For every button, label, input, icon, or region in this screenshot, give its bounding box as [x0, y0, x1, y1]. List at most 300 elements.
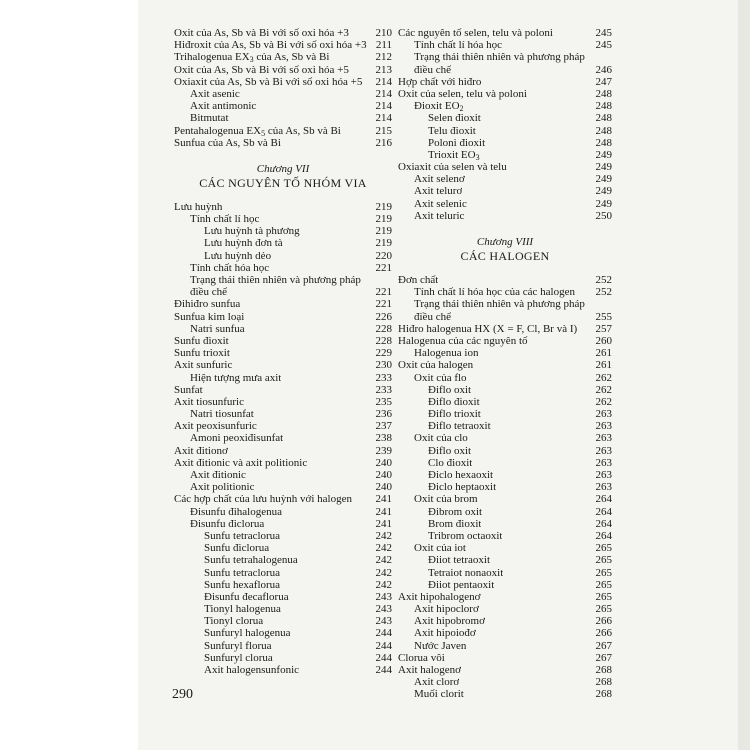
toc-entry-page: 211: [375, 39, 392, 52]
toc-entry-page: 263: [595, 481, 612, 494]
toc-entry-page: 246: [595, 63, 612, 76]
toc-entry-page: 210: [375, 27, 392, 39]
toc-entry-title: Lưu huỳnh đơn tà: [204, 237, 283, 250]
toc-entry-page: 244: [375, 664, 392, 676]
toc-entry-title-suffix: của As, Sb và Bi: [265, 124, 341, 137]
toc-entry-page: 245: [595, 39, 612, 52]
toc-entry-title: Điclo heptaoxit: [428, 481, 497, 494]
toc-entry-page: 240: [375, 456, 392, 469]
toc-entry-page: 221: [375, 261, 392, 274]
toc-entry-title: Axit đitionơ: [174, 444, 228, 457]
toc-entry: [398, 676, 612, 688]
toc-entry-title: Amoni peoxiđisunfat: [190, 432, 284, 445]
toc-entry-title: [174, 125, 341, 137]
toc-entry-page: 262: [595, 383, 612, 396]
toc-entry-title: Oxit của As, Sb và Bi với số oxi hóa +3: [174, 27, 349, 39]
toc-entry-page: 238: [375, 432, 392, 445]
toc-entry-title-suffix: của As, Sb và Bi: [253, 51, 330, 64]
toc-entry-title: Đisunfu điclorua: [190, 517, 265, 530]
chapter-label: Chương VIII: [476, 236, 534, 248]
toc-entry: [398, 173, 612, 185]
toc-entry-page: 212: [375, 51, 392, 64]
toc-entry-title-text: Trihalogenua EX: [174, 51, 250, 64]
toc-entry: [174, 481, 392, 493]
toc-entry-title: Sunfu tetraclorua: [204, 529, 281, 542]
toc-entry: [398, 274, 612, 286]
toc-entry-page: 229: [375, 347, 392, 360]
toc-entry-page: 214: [375, 100, 392, 113]
toc-entry: [174, 408, 392, 420]
toc-entry-page: 235: [375, 395, 392, 408]
toc-entry-title: Oxit của iot: [414, 542, 466, 555]
toc-entry-title: Đihiđro sunfua: [174, 298, 241, 311]
toc-entry-title: Brom đioxit: [428, 517, 482, 530]
toc-entry: [174, 250, 392, 262]
toc-entry: [174, 664, 392, 676]
toc-entry-page: 242: [375, 529, 392, 542]
toc-entry-title: Sunfat: [174, 383, 203, 396]
toc-entry-title: điều chế: [190, 286, 227, 299]
toc-entry-title: Sunfuryl florua: [204, 639, 272, 652]
toc-entry-page: 214: [375, 87, 392, 100]
toc-entry-page: 220: [375, 249, 392, 262]
section-spacer: [174, 191, 392, 201]
toc-entry: [174, 432, 392, 444]
toc-entry-page: 267: [595, 651, 612, 664]
toc-entry: [398, 76, 612, 88]
toc-entry: [398, 27, 612, 39]
toc-entry-page: 219: [375, 200, 392, 213]
toc-entry-title: Tính chất lí hóa học của các halogen: [414, 286, 575, 299]
toc-entry-title: Các hợp chất của lưu huỳnh với halogen: [174, 493, 352, 506]
toc-entry-page: 214: [375, 75, 392, 88]
toc-entry: [398, 372, 612, 384]
toc-entry-title: Điflo đioxit: [428, 395, 480, 408]
chapter-title: CÁC HALOGEN: [460, 249, 550, 263]
toc-entry-page: 221: [375, 298, 392, 311]
toc-entry-title: Oxit của brom: [414, 493, 478, 506]
toc-entry-title: Telu đioxit: [428, 124, 476, 137]
toc-entry-page: 268: [595, 664, 612, 676]
toc-entry-title: Hiđro halogenua HX (X = F, Cl, Br và I): [398, 322, 578, 335]
toc-entry: [174, 518, 392, 530]
toc-entry: [174, 542, 392, 554]
toc-entry: [174, 137, 392, 149]
formula-subscript: 5: [261, 128, 266, 137]
toc-entry-title: Điiot tetraoxit: [428, 554, 491, 567]
toc-entry-page: 216: [375, 136, 392, 149]
toc-entry-title: Axit telurơ: [414, 185, 463, 198]
toc-entry: [398, 359, 612, 371]
toc-entry-page: 219: [375, 237, 392, 250]
toc-entry-title-text: Pentahalogenua EX: [174, 124, 262, 137]
toc-entry-title: Trạng thái thiên nhiên và phương pháp: [190, 274, 361, 286]
toc-entry-page: 257: [595, 322, 612, 335]
toc-entry-page: 233: [375, 371, 392, 384]
toc-entry: [174, 201, 392, 213]
toc-entry-title: Sunfuryl clorua: [204, 651, 273, 664]
toc-entry-title: Lưu huỳnh dẻo: [204, 249, 272, 262]
toc-entry-page: 268: [595, 676, 612, 689]
toc-entry-title: Trạng thái thiên nhiên và phương pháp: [414, 51, 585, 64]
toc-entry-title: Axit sunfuric: [174, 359, 233, 372]
toc-entry: [174, 335, 392, 347]
toc-entry: [174, 27, 392, 39]
toc-entry-page: 214: [375, 112, 392, 125]
toc-entry-page: 230: [375, 359, 392, 372]
toc-entry-page: 263: [595, 456, 612, 469]
toc-entry-page: 267: [595, 639, 612, 652]
formula-subscript: 3: [475, 152, 480, 162]
toc-entry-page: 248: [595, 100, 612, 113]
toc-entry-title: Điflo oxit: [428, 444, 472, 457]
toc-entry-page: 242: [375, 554, 392, 567]
toc-entry: [174, 554, 392, 566]
toc-entry-title: Sunfu tetraclorua: [204, 566, 281, 579]
toc-entry-page: 264: [595, 517, 612, 530]
toc-entry: [174, 39, 392, 51]
toc-entry-page: 252: [595, 274, 612, 286]
toc-entry: [174, 76, 392, 88]
toc-entry-title: Selen đioxit: [428, 112, 481, 125]
toc-entry-title: Hiđroxit của As, Sb và Bi với số oxi hóa +3: [174, 39, 367, 52]
toc-entry-title: Đơn chất: [398, 274, 439, 286]
toc-entry: [174, 530, 392, 542]
toc-entry-page: 265: [595, 554, 612, 567]
toc-entry: [398, 640, 612, 652]
toc-entry-page: 263: [595, 469, 612, 481]
toc-entry-title: Điiot pentaoxit: [428, 578, 495, 591]
toc-entry: [174, 286, 392, 298]
toc-entry-title: Đisunfu đecaflorua: [204, 590, 289, 603]
toc-entry-page: 219: [375, 225, 392, 238]
section-spacer: [398, 222, 612, 236]
toc-entry-page: 240: [375, 481, 392, 494]
toc-entry: [398, 615, 612, 627]
toc-entry-title: Axit peoxisunfuric: [174, 420, 257, 433]
toc-entry-title: Hợp chất với hiđro: [398, 75, 482, 88]
toc-entry-page: 249: [595, 197, 612, 210]
toc-entry-title: điều chế: [414, 63, 451, 76]
toc-entry-page: 260: [595, 334, 612, 347]
toc-entry: [174, 640, 392, 652]
toc-entry-title: Điflo oxit: [428, 383, 472, 396]
toc-entry-title: Điflo trioxit: [428, 408, 481, 421]
toc-entry: [398, 125, 612, 137]
toc-entry: [398, 185, 612, 197]
toc-entry: [398, 481, 612, 493]
toc-entry: [174, 603, 392, 615]
toc-entry-title: Nước Javen: [414, 639, 467, 652]
toc-entry-title: Axit hipoiođơ: [414, 627, 476, 640]
toc-entry-title: Đisunfu đihalogenua: [190, 505, 282, 518]
toc-entry-page: 249: [595, 148, 612, 161]
toc-entry-title: Clorua vôi: [398, 651, 445, 664]
toc-entry: [398, 286, 612, 298]
toc-entry-title: Oxit của halogen: [398, 359, 474, 372]
toc-entry: [174, 372, 392, 384]
toc-entry-page: 213: [375, 63, 392, 76]
toc-entry: [398, 542, 612, 554]
section-spacer: [174, 149, 392, 163]
toc-entry: [174, 396, 392, 408]
toc-entry-page: 228: [375, 334, 392, 347]
toc-entry-title: Axit asenic: [190, 87, 240, 100]
toc-entry-title: Sunfua của As, Sb và Bi: [174, 136, 281, 149]
toc-entry-title: Hiện tượng mưa axit: [190, 371, 282, 384]
toc-entry: [398, 579, 612, 591]
toc-entry-page: 243: [375, 603, 392, 616]
toc-entry-page: 236: [375, 408, 392, 421]
toc-entry-page: 261: [595, 359, 612, 372]
toc-entry-page: 240: [375, 469, 392, 481]
toc-entry-title: Sunfua kim loại: [174, 310, 245, 323]
chapter-title: CÁC NGUYÊN TỐ NHÓM VIA: [199, 175, 367, 190]
toc-left-column: [174, 27, 392, 676]
toc-entry-page: 245: [595, 27, 612, 39]
toc-entry-page: 228: [375, 322, 392, 335]
toc-entry: [174, 615, 392, 627]
toc-entry-title: Lưu huỳnh tà phương: [204, 225, 300, 238]
toc-entry-page: 265: [595, 603, 612, 616]
toc-entry-page: 255: [595, 310, 612, 323]
toc-entry-title: Tionyl clorua: [204, 615, 264, 628]
toc-entry-title-text: Đioxit EO: [414, 100, 460, 113]
toc-entry: [398, 335, 612, 347]
toc-entry: [174, 457, 392, 469]
toc-entry: [174, 627, 392, 639]
toc-entry: [398, 652, 612, 664]
toc-entry-title: Oxit của clo: [414, 432, 468, 445]
toc-entry-title: Sunfu hexaflorua: [204, 578, 281, 591]
toc-entry: [398, 591, 612, 603]
toc-entry: [398, 554, 612, 566]
toc-entry-page: 244: [375, 627, 392, 640]
toc-entry-title: Sunfuryl halogenua: [204, 627, 291, 640]
toc-entry-title: Sunfu tetrahalogenua: [204, 554, 298, 567]
toc-entry: [174, 347, 392, 359]
toc-entry-page: 248: [595, 112, 612, 125]
toc-entry-page: 242: [375, 542, 392, 555]
toc-right-column: [398, 27, 612, 701]
toc-entry-title: Axit politionic: [190, 481, 255, 494]
toc-entry-page: 243: [375, 615, 392, 628]
toc-entry: [398, 100, 612, 112]
toc-entry: [398, 51, 612, 63]
toc-entry: [398, 149, 612, 161]
toc-entry: [398, 603, 612, 615]
toc-entry-title: Tetraiot nonaoxit: [428, 566, 504, 579]
toc-entry-page: 248: [595, 136, 612, 149]
toc-entry-page: 249: [595, 185, 612, 198]
toc-entry-title: Trạng thái thiên nhiên và phương pháp: [414, 298, 585, 311]
toc-entry-title: Axit tiosunfuric: [174, 395, 244, 408]
toc-entry-title: Axit đitionic và axit politionic: [174, 456, 308, 469]
toc-entry: [398, 137, 612, 149]
toc-entry-page: 249: [595, 161, 612, 174]
toc-entry-title: Oxiaxit của As, Sb và Bi với số oxi hóa +5: [174, 75, 363, 88]
toc-entry-page: 241: [375, 493, 392, 506]
toc-entry-title: điều chế: [414, 310, 451, 323]
toc-entry-title: Axit hipobromơ: [414, 615, 485, 628]
toc-entry: [174, 384, 392, 396]
toc-entry-title: [414, 100, 464, 112]
toc-entry: [398, 506, 612, 518]
toc-entry: [174, 311, 392, 323]
toc-entry: [398, 384, 612, 396]
toc-entry-page: 248: [595, 87, 612, 100]
toc-entry: [398, 88, 612, 100]
toc-entry-page: 215: [375, 124, 392, 137]
toc-entry-title: Axit hipoclorơ: [414, 603, 479, 616]
toc-entry-title: Muối clorit: [414, 688, 464, 701]
toc-entry-title: Tionyl halogenua: [204, 603, 281, 616]
toc-entry-title: Oxit của selen, telu và poloni: [398, 87, 527, 100]
toc-entry: [174, 125, 392, 137]
toc-entry-title: Natri sunfua: [190, 322, 245, 335]
toc-entry-title: Oxit của As, Sb và Bi với số oxi hóa +5: [174, 63, 349, 76]
toc-entry: [174, 323, 392, 335]
toc-entry-title: Tính chất lí hóa học: [414, 39, 502, 52]
toc-entry: [174, 567, 392, 579]
toc-entry: [174, 579, 392, 591]
toc-entry: [174, 100, 392, 112]
toc-entry-page: 248: [595, 124, 612, 137]
toc-entry: [174, 493, 392, 505]
toc-entry-page: 239: [375, 444, 392, 457]
toc-entry-title: Axit teluric: [414, 209, 465, 222]
toc-entry-page: 263: [595, 420, 612, 433]
toc-entry-title: Tính chất hóa học: [190, 261, 270, 274]
toc-entry-title-text: Trioxit EO: [428, 148, 476, 161]
toc-entry: [174, 274, 392, 286]
toc-entry: [174, 506, 392, 518]
toc-entry-title: Axit selenơ: [414, 173, 465, 186]
toc-entry-page: 226: [375, 310, 392, 323]
toc-entry: [398, 567, 612, 579]
toc-entry: [174, 262, 392, 274]
toc-entry-page: 263: [595, 432, 612, 445]
toc-entry: [398, 518, 612, 530]
toc-entry: [398, 347, 612, 359]
toc-entry-title: Đibrom oxit: [428, 505, 483, 518]
toc-entry: [398, 198, 612, 210]
toc-entry-title: [174, 51, 329, 63]
toc-entry-page: 241: [375, 517, 392, 530]
toc-entry-page: 237: [375, 420, 392, 433]
toc-entry: [398, 420, 612, 432]
toc-entry-title: Axit halogenơ: [398, 664, 461, 676]
toc-entry-page: 266: [595, 615, 612, 628]
toc-entry: [398, 432, 612, 444]
toc-entry-title: Axit selenic: [414, 197, 467, 210]
toc-entry-title: Bitmutat: [190, 112, 229, 125]
chapter-label: Chương VII: [256, 162, 310, 175]
toc-entry: [398, 311, 612, 323]
section-spacer: [398, 264, 612, 274]
toc-entry: [398, 396, 612, 408]
toc-entry: [398, 493, 612, 505]
toc-entry: [174, 88, 392, 100]
toc-entry: [398, 323, 612, 335]
toc-entry-page: 219: [375, 213, 392, 226]
toc-entry-title: Tính chất lí học: [190, 213, 260, 226]
toc-entry-page: 266: [595, 627, 612, 640]
toc-entry-title: Sunfu trioxit: [174, 347, 230, 360]
toc-entry: [174, 298, 392, 310]
toc-entry-title: Poloni đioxit: [428, 136, 486, 149]
toc-entry-page: 264: [595, 505, 612, 518]
toc-entry: [174, 112, 392, 124]
toc-entry-title: Các nguyên tố selen, telu và poloni: [398, 27, 553, 39]
page-edge: [738, 0, 750, 750]
toc-entry: [174, 359, 392, 371]
toc-entry-page: 249: [595, 173, 612, 186]
toc-entry: [398, 210, 612, 222]
toc-entry: [174, 445, 392, 457]
toc-entry-title: Điclo hexaoxit: [428, 469, 494, 481]
toc-entry: [398, 161, 612, 173]
toc-entry-page: 242: [375, 578, 392, 591]
toc-entry: [174, 652, 392, 664]
toc-entry: [398, 469, 612, 481]
toc-entry-page: 265: [595, 542, 612, 555]
toc-entry-title: Sunfu đioxit: [174, 334, 229, 347]
toc-entry: [398, 298, 612, 310]
toc-entry-page: 252: [595, 286, 612, 299]
toc-entry-page: 244: [375, 651, 392, 664]
toc-entry: [174, 420, 392, 432]
toc-entry-page: 265: [595, 590, 612, 603]
toc-entry-title: Axit halogensunfonic: [204, 664, 300, 676]
toc-entry: [398, 627, 612, 639]
toc-entry: [174, 64, 392, 76]
toc-entry-title: Natri tiosunfat: [190, 408, 254, 421]
toc-entry-page: 247: [595, 75, 612, 88]
toc-entry-title: Oxit của flo: [414, 371, 467, 384]
toc-entry-title: Halogenua của các nguyên tố: [398, 334, 528, 347]
formula-subscript: 2: [459, 104, 464, 113]
toc-entry: [398, 39, 612, 51]
toc-entry-title: Axit đitionic: [190, 469, 246, 481]
toc-entry-page: 268: [595, 688, 612, 701]
toc-entry-page: 265: [595, 578, 612, 591]
toc-entry-page: 264: [595, 493, 612, 506]
toc-entry-page: 265: [595, 566, 612, 579]
toc-entry: [398, 112, 612, 124]
toc-entry: [174, 213, 392, 225]
toc-entry: [398, 457, 612, 469]
toc-entry: [398, 445, 612, 457]
toc-entry-page: 263: [595, 444, 612, 457]
toc-entry-title: Sunfu điclorua: [204, 542, 270, 555]
toc-entry-page: 242: [375, 566, 392, 579]
toc-entry-title: Halogenua ion: [414, 347, 479, 360]
toc-entry-page: 263: [595, 408, 612, 421]
toc-entry-title: Axit clorơ: [414, 676, 460, 689]
toc-entry: [174, 237, 392, 249]
toc-entry-title: Tribrom octaoxit: [428, 529, 503, 542]
toc-entry: [398, 408, 612, 420]
toc-entry: [398, 664, 612, 676]
toc-entry: [398, 64, 612, 76]
toc-entry-page: 262: [595, 371, 612, 384]
toc-entry-page: 261: [595, 347, 612, 360]
toc-entry-page: 264: [595, 529, 612, 542]
toc-entry-title: [428, 149, 480, 161]
toc-entry-page: 233: [375, 383, 392, 396]
toc-entry: [174, 51, 392, 63]
